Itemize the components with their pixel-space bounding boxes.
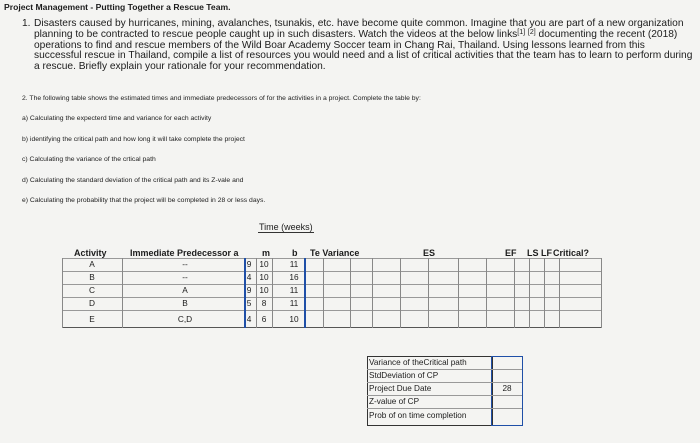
cell-predecessor: -- [182, 272, 188, 282]
cell-m: 8 [261, 298, 267, 308]
column-header-ef: EF [505, 248, 517, 258]
column-header-te-variance: Te Variance [310, 248, 360, 258]
question-2-item-d: d) Calculating the standard deviation of the critical path and its Z-vale and [22, 177, 244, 184]
grid-line [428, 258, 429, 328]
grid-line [62, 327, 602, 328]
cell-m: 10 [259, 259, 269, 269]
question-2-item-a: a) Calculating the expecterd time and variance for each activity [22, 115, 212, 122]
cell-b: 11 [289, 259, 299, 269]
question-2-item-b: b) identifying the critical path and how long it will take complete the project [22, 136, 245, 143]
question-1-text-a: Disasters caused by hurricanes, mining, avalanches, tsunakis, etc. have become quite common. Imagine that you are part of a new organization planning to be contracted to rescue people caught up in such disasters. Watch the videos at the below links [34, 18, 684, 40]
cell-predecessor: A [182, 285, 188, 295]
cell-predecessor: B [182, 298, 188, 308]
cell-predecessor: C,D [177, 314, 193, 324]
column-header-critical: Critical? [553, 248, 590, 258]
question-1-number: 1. [22, 18, 31, 29]
grid-line [367, 408, 522, 409]
cell-activity: C [89, 285, 95, 295]
column-header-m: m [262, 248, 271, 258]
cell-activity: B [89, 272, 95, 282]
cell-a: 4 [246, 272, 252, 282]
grid-line [559, 258, 560, 328]
question-1-text-b: documenting the recent (2018) operations to find and rescue members of the Wild Boar Academy Soccer team in Chang Rai, Thailand. Using lessons learned from this successful rescue in Thailand, compile a list of resources you would need and a list of critical activities that the team has to learn to perform during a rescue. Briefly explain your rationale for your recommendation. [34, 28, 693, 73]
cell-b: 11 [289, 298, 299, 308]
column-header-lf: LF [541, 248, 552, 258]
cell-activity: D [89, 298, 95, 308]
cell-b: 10 [289, 314, 299, 324]
summary-label-z-value: Z-value of CP [369, 397, 420, 406]
document-title: Project Management - Putting Together a Rescue Team. [4, 2, 231, 12]
cell-a: 9 [246, 285, 252, 295]
grid-line [601, 258, 602, 328]
question-1 [22, 18, 694, 73]
column-header-predecessor: Immediate Predecessor a [130, 248, 239, 258]
column-header-ls: LS [527, 248, 539, 258]
cell-m: 10 [259, 285, 269, 295]
cell-a: 9 [246, 259, 252, 269]
grid-line [350, 258, 351, 328]
reference-link-1[interactable]: [1] [517, 28, 526, 36]
grid-line [458, 258, 459, 328]
column-header-es: ES [423, 248, 436, 258]
grid-line [529, 258, 530, 328]
cell-activity: A [89, 259, 95, 269]
column-header-b: b [292, 248, 298, 258]
cell-b: 16 [289, 272, 299, 282]
question-2-item-e: e) Calculating the probability that the project will be completed in 28 or less days. [22, 197, 266, 204]
column-header-activity: Activity [74, 248, 107, 258]
cell-m: 10 [259, 272, 269, 282]
summary-label-probability: Prob of on time completion [369, 411, 467, 420]
grid-line [323, 258, 324, 328]
cell-b: 11 [289, 285, 299, 295]
time-weeks-header: Time (weeks) [259, 222, 313, 232]
cell-a: 4 [246, 314, 252, 324]
cell-a: 5 [246, 298, 252, 308]
cell-predecessor: -- [182, 259, 188, 269]
grid-line [272, 258, 273, 328]
summary-value-due-date: 28 [502, 384, 512, 393]
critical-path-summary-table [367, 356, 523, 426]
cell-m: 6 [261, 314, 267, 324]
grid-line [400, 258, 401, 328]
cell-activity: E [89, 314, 95, 324]
summary-label-due-date: Project Due Date [369, 384, 432, 393]
question-2-item-c: c) Calculating the variance of the crtical path [22, 156, 156, 163]
reference-link-2[interactable]: [2] [527, 28, 536, 36]
summary-label-variance: Variance of theCritical path [369, 358, 467, 367]
grid-line [62, 310, 602, 311]
grid-line [486, 258, 487, 328]
grid-line [122, 258, 123, 328]
question-2-intro: 2. The following table shows the estimated times and immediate predecessors of for the activities in a project. Complete the table by: [22, 95, 421, 102]
grid-line [304, 258, 306, 328]
grid-line [514, 258, 515, 328]
grid-line [544, 258, 545, 328]
summary-label-std-deviation: StdDeviation of CP [369, 371, 439, 380]
grid-line [372, 258, 373, 328]
